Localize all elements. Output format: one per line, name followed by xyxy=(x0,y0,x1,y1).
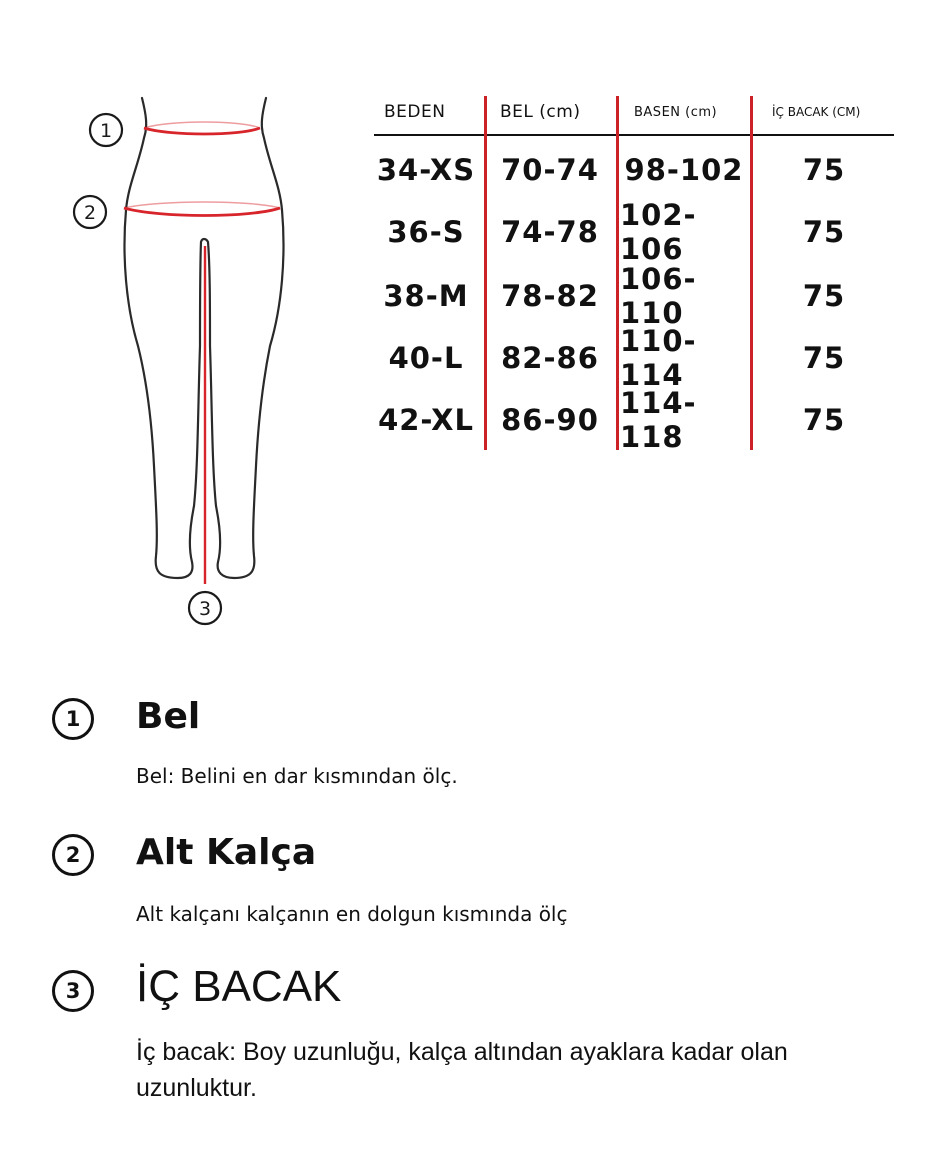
header-divider xyxy=(374,134,894,136)
hip-cell: 106-110 xyxy=(620,262,697,330)
marker-2-label: 2 xyxy=(83,202,97,224)
size-cell: 38-M xyxy=(383,279,469,313)
size-cell: 42-XL xyxy=(378,403,474,437)
legend-number-badge: 2 xyxy=(52,834,94,876)
legend-title: Bel xyxy=(136,696,201,737)
header-size: BEDEN xyxy=(384,102,446,122)
inseam-cell: 75 xyxy=(802,341,846,375)
leggings-figure-illustration xyxy=(60,86,300,646)
waist-cell: 82-86 xyxy=(501,341,599,375)
waist-cell: 74-78 xyxy=(501,215,599,249)
hip-cell: 102-106 xyxy=(620,198,697,266)
table-row xyxy=(374,198,894,266)
marker-1-label: 1 xyxy=(99,120,113,142)
table-row xyxy=(374,262,894,330)
legend-number-badge: 3 xyxy=(52,970,94,1012)
hip-cell: 110-114 xyxy=(620,324,697,392)
header-waist: BEL (cm) xyxy=(500,102,581,122)
waist-cell: 70-74 xyxy=(501,153,599,187)
inseam-cell: 75 xyxy=(802,215,846,249)
measurement-diagram xyxy=(60,86,300,646)
size-cell: 36-S xyxy=(387,215,465,249)
waist-cell: 78-82 xyxy=(501,279,599,313)
table-row xyxy=(374,324,894,392)
waist-cell: 86-90 xyxy=(501,403,599,437)
inseam-cell: 75 xyxy=(802,403,846,437)
table-row xyxy=(374,140,894,200)
legend-description: Alt kalçanı kalçanın en dolgun kısmında ölç xyxy=(136,902,568,926)
marker-2 xyxy=(74,196,106,228)
table-row xyxy=(374,386,894,454)
marker-3 xyxy=(189,592,221,624)
marker-3-label: 3 xyxy=(198,598,212,620)
legend-number-badge: 1 xyxy=(52,698,94,740)
legend-description: Bel: Belini en dar kısmından ölç. xyxy=(136,764,458,788)
inseam-cell: 75 xyxy=(802,279,846,313)
legend-title: Alt Kalça xyxy=(136,832,317,873)
legend-description: İç bacak: Boy uzunluğu, kalça altından ayaklara kadar olan uzunluktur. xyxy=(136,1038,788,1102)
inseam-cell: 75 xyxy=(802,153,846,187)
hip-cell: 98-102 xyxy=(624,153,744,187)
marker-1 xyxy=(90,114,122,146)
size-cell: 34-XS xyxy=(376,153,476,187)
legend-title: İÇ BACAK xyxy=(136,962,342,1011)
header-inseam: İÇ BACAK (CM) xyxy=(772,105,861,119)
size-cell: 40-L xyxy=(388,341,464,375)
header-hip: BASEN (cm) xyxy=(634,104,718,120)
hip-cell: 114-118 xyxy=(620,386,697,454)
